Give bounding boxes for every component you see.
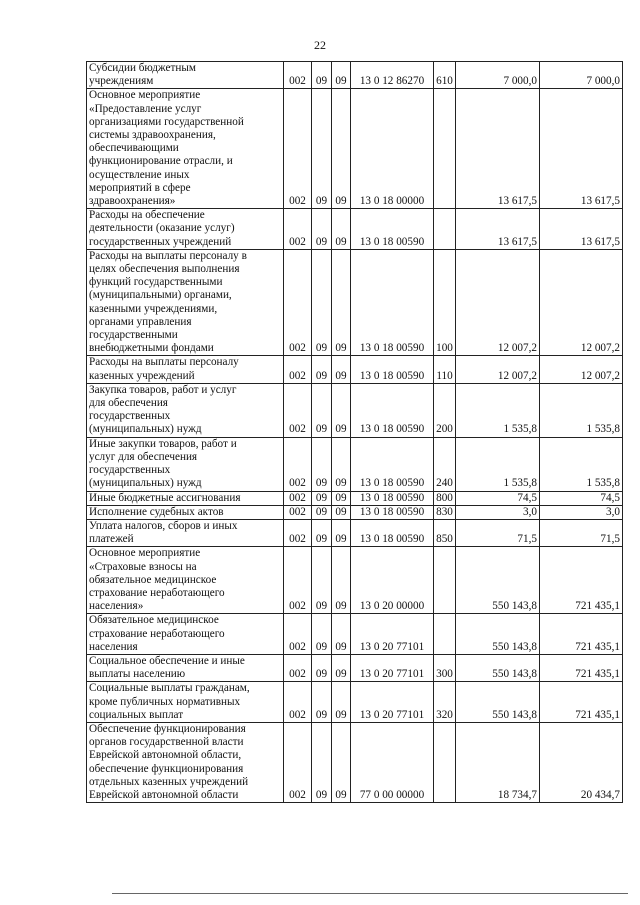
expense-type-cell: 800 xyxy=(434,491,456,505)
subsection-code-cell: 09 xyxy=(332,519,351,546)
subsection-code-cell: 09 xyxy=(332,505,351,519)
table-row xyxy=(87,383,623,437)
subsection-code-cell: 09 xyxy=(332,654,351,681)
subsection-code-cell: 09 xyxy=(332,614,351,655)
amount-first-cell: 18 734,7 xyxy=(456,722,540,802)
amount-second-cell: 7 000,0 xyxy=(540,62,623,89)
target-article-cell: 13 0 20 00000 xyxy=(351,547,434,614)
section-code-cell: 09 xyxy=(312,505,332,519)
subsection-code-cell: 09 xyxy=(332,383,351,437)
amount-first-cell: 550 143,8 xyxy=(456,682,540,723)
amount-second-cell: 13 617,5 xyxy=(540,209,623,250)
ministry-code-cell: 002 xyxy=(284,722,312,802)
subsection-code-cell: 09 xyxy=(332,547,351,614)
bottom-divider xyxy=(112,893,628,894)
amount-second-cell: 3,0 xyxy=(540,505,623,519)
row-name-cell: Иные закупки товаров, работ и услуг для обеспечения государственных (муниципальных) нужд xyxy=(87,437,284,491)
row-name-cell: Уплата налогов, сборов и иных платежей xyxy=(87,519,284,546)
table-row xyxy=(87,437,623,491)
amount-first-cell: 550 143,8 xyxy=(456,654,540,681)
target-article-cell: 13 0 18 00590 xyxy=(351,249,434,356)
amount-second-cell: 12 007,2 xyxy=(540,249,623,356)
table-row xyxy=(87,209,623,250)
subsection-code-cell: 09 xyxy=(332,722,351,802)
amount-second-cell: 721 435,1 xyxy=(540,682,623,723)
target-article-cell: 13 0 18 00590 xyxy=(351,519,434,546)
expense-type-cell: 110 xyxy=(434,356,456,383)
expense-type-cell xyxy=(434,89,456,209)
row-name-cell: Исполнение судебных актов xyxy=(87,505,284,519)
target-article-cell: 13 0 18 00590 xyxy=(351,383,434,437)
row-name-cell: Обеспечение функционирования органов государственной власти Еврейской автономной области, обеспечение функционирования отдельных казенных учреждений Еврейской автономной области xyxy=(87,722,284,802)
budget-table xyxy=(86,61,623,803)
table-row xyxy=(87,654,623,681)
amount-first-cell: 1 535,8 xyxy=(456,383,540,437)
ministry-code-cell: 002 xyxy=(284,614,312,655)
table-row xyxy=(87,505,623,519)
subsection-code-cell: 09 xyxy=(332,62,351,89)
expense-type-cell xyxy=(434,614,456,655)
subsection-code-cell: 09 xyxy=(332,491,351,505)
target-article-cell: 13 0 20 77101 xyxy=(351,682,434,723)
section-code-cell: 09 xyxy=(312,62,332,89)
ministry-code-cell: 002 xyxy=(284,89,312,209)
ministry-code-cell: 002 xyxy=(284,62,312,89)
section-code-cell: 09 xyxy=(312,89,332,209)
amount-first-cell: 1 535,8 xyxy=(456,437,540,491)
table-row xyxy=(87,547,623,614)
row-name-cell: Закупка товаров, работ и услуг для обеспечения государственных (муниципальных) нужд xyxy=(87,383,284,437)
subsection-code-cell: 09 xyxy=(332,209,351,250)
ministry-code-cell: 002 xyxy=(284,519,312,546)
ministry-code-cell: 002 xyxy=(284,249,312,356)
amount-second-cell: 721 435,1 xyxy=(540,547,623,614)
amount-second-cell: 721 435,1 xyxy=(540,654,623,681)
target-article-cell: 13 0 18 00590 xyxy=(351,356,434,383)
subsection-code-cell: 09 xyxy=(332,249,351,356)
amount-second-cell: 1 535,8 xyxy=(540,383,623,437)
row-name-cell: Субсидии бюджетным учреждениям xyxy=(87,62,284,89)
row-name-cell: Расходы на выплаты персоналу в целях обеспечения выполнения функций государственными (муниципальными) органами, казенными учреждениями, органами управления государственными внебюджетными фондами xyxy=(87,249,284,356)
table-row xyxy=(87,491,623,505)
table-row xyxy=(87,682,623,723)
ministry-code-cell: 002 xyxy=(284,491,312,505)
row-name-cell: Социальные выплаты гражданам, кроме публичных нормативных социальных выплат xyxy=(87,682,284,723)
subsection-code-cell: 09 xyxy=(332,89,351,209)
expense-type-cell: 610 xyxy=(434,62,456,89)
ministry-code-cell: 002 xyxy=(284,437,312,491)
target-article-cell: 77 0 00 00000 xyxy=(351,722,434,802)
amount-first-cell: 12 007,2 xyxy=(456,249,540,356)
amount-second-cell: 721 435,1 xyxy=(540,614,623,655)
section-code-cell: 09 xyxy=(312,491,332,505)
section-code-cell: 09 xyxy=(312,356,332,383)
amount-first-cell: 550 143,8 xyxy=(456,614,540,655)
ministry-code-cell: 002 xyxy=(284,356,312,383)
expense-type-cell xyxy=(434,209,456,250)
amount-first-cell: 550 143,8 xyxy=(456,547,540,614)
subsection-code-cell: 09 xyxy=(332,356,351,383)
row-name-cell: Основное мероприятие «Страховые взносы на обязательное медицинское страхование неработающего населения» xyxy=(87,547,284,614)
amount-second-cell: 71,5 xyxy=(540,519,623,546)
table-row xyxy=(87,356,623,383)
section-code-cell: 09 xyxy=(312,614,332,655)
expense-type-cell xyxy=(434,722,456,802)
ministry-code-cell: 002 xyxy=(284,547,312,614)
expense-type-cell: 200 xyxy=(434,383,456,437)
amount-second-cell: 13 617,5 xyxy=(540,89,623,209)
section-code-cell: 09 xyxy=(312,722,332,802)
amount-first-cell: 13 617,5 xyxy=(456,209,540,250)
ministry-code-cell: 002 xyxy=(284,654,312,681)
section-code-cell: 09 xyxy=(312,383,332,437)
amount-first-cell: 3,0 xyxy=(456,505,540,519)
subsection-code-cell: 09 xyxy=(332,437,351,491)
target-article-cell: 13 0 18 00590 xyxy=(351,505,434,519)
table-row xyxy=(87,614,623,655)
row-name-cell: Расходы на выплаты персоналу казенных учреждений xyxy=(87,356,284,383)
row-name-cell: Расходы на обеспечение деятельности (оказание услуг) государственных учреждений xyxy=(87,209,284,250)
row-name-cell: Социальное обеспечение и иные выплаты населению xyxy=(87,654,284,681)
ministry-code-cell: 002 xyxy=(284,383,312,437)
section-code-cell: 09 xyxy=(312,547,332,614)
table-row xyxy=(87,519,623,546)
expense-type-cell: 830 xyxy=(434,505,456,519)
amount-second-cell: 74,5 xyxy=(540,491,623,505)
amount-first-cell: 7 000,0 xyxy=(456,62,540,89)
section-code-cell: 09 xyxy=(312,249,332,356)
subsection-code-cell: 09 xyxy=(332,682,351,723)
row-name-cell: Основное мероприятие «Предоставление услуг организациями государственной системы здравоохранения, обеспечивающими функционирование отрасли, и осуществление иных мероприятий в сфере здравоохранения» xyxy=(87,89,284,209)
amount-first-cell: 12 007,2 xyxy=(456,356,540,383)
row-name-cell: Иные бюджетные ассигнования xyxy=(87,491,284,505)
expense-type-cell: 300 xyxy=(434,654,456,681)
section-code-cell: 09 xyxy=(312,209,332,250)
amount-second-cell: 12 007,2 xyxy=(540,356,623,383)
expense-type-cell: 240 xyxy=(434,437,456,491)
table-row xyxy=(87,722,623,802)
expense-type-cell: 320 xyxy=(434,682,456,723)
target-article-cell: 13 0 18 00000 xyxy=(351,89,434,209)
ministry-code-cell: 002 xyxy=(284,505,312,519)
target-article-cell: 13 0 18 00590 xyxy=(351,437,434,491)
section-code-cell: 09 xyxy=(312,519,332,546)
row-name-cell: Обязательное медицинское страхование неработающего населения xyxy=(87,614,284,655)
expense-type-cell: 850 xyxy=(434,519,456,546)
target-article-cell: 13 0 20 77101 xyxy=(351,654,434,681)
amount-second-cell: 1 535,8 xyxy=(540,437,623,491)
table-row xyxy=(87,89,623,209)
ministry-code-cell: 002 xyxy=(284,209,312,250)
target-article-cell: 13 0 20 77101 xyxy=(351,614,434,655)
amount-first-cell: 74,5 xyxy=(456,491,540,505)
section-code-cell: 09 xyxy=(312,437,332,491)
target-article-cell: 13 0 12 86270 xyxy=(351,62,434,89)
target-article-cell: 13 0 18 00590 xyxy=(351,209,434,250)
expense-type-cell: 100 xyxy=(434,249,456,356)
amount-first-cell: 71,5 xyxy=(456,519,540,546)
amount-second-cell: 20 434,7 xyxy=(540,722,623,802)
target-article-cell: 13 0 18 00590 xyxy=(351,491,434,505)
section-code-cell: 09 xyxy=(312,654,332,681)
expense-type-cell xyxy=(434,547,456,614)
amount-first-cell: 13 617,5 xyxy=(456,89,540,209)
table-row xyxy=(87,249,623,356)
page-number: 22 xyxy=(314,38,326,52)
section-code-cell: 09 xyxy=(312,682,332,723)
table-row xyxy=(87,62,623,89)
ministry-code-cell: 002 xyxy=(284,682,312,723)
